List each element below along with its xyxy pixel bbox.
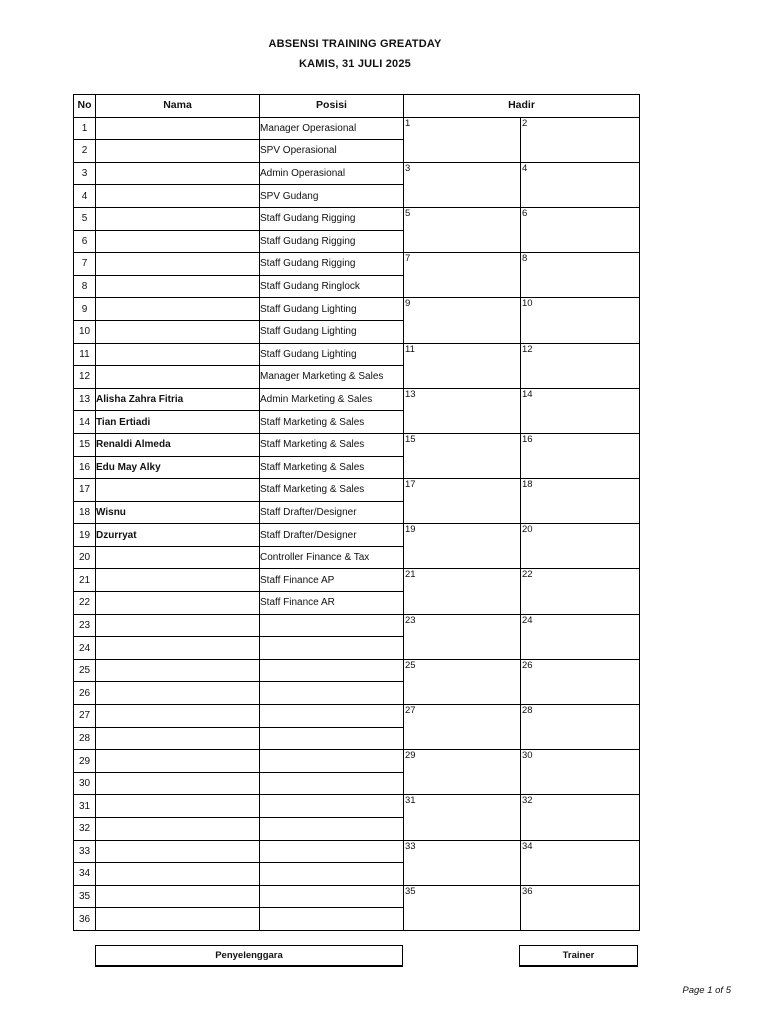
table-row <box>74 162 640 185</box>
nama-cell <box>96 140 260 163</box>
nama-cell <box>96 592 260 615</box>
posisi-cell <box>260 614 404 637</box>
row-number: 16 <box>74 456 96 479</box>
hadir-signature-cell: 4 <box>521 162 640 207</box>
row-number: 31 <box>74 795 96 818</box>
row-number: 21 <box>74 569 96 592</box>
nama-cell <box>96 727 260 750</box>
posisi-cell <box>260 863 404 886</box>
nama-cell: Renaldi Almeda <box>96 433 260 456</box>
posisi-cell: Staff Marketing & Sales <box>260 433 404 456</box>
posisi-cell: Staff Finance AP <box>260 569 404 592</box>
row-number: 33 <box>74 840 96 863</box>
nama-cell <box>96 908 260 931</box>
header-posisi: Posisi <box>260 95 404 118</box>
hadir-signature-cell: 30 <box>521 750 640 795</box>
nama-cell <box>96 569 260 592</box>
posisi-cell <box>260 908 404 931</box>
nama-cell <box>96 479 260 502</box>
nama-cell <box>96 546 260 569</box>
nama-cell: Dzurryat <box>96 524 260 547</box>
table-row <box>74 479 640 502</box>
posisi-cell <box>260 727 404 750</box>
page-number: Page 1 of 5 <box>682 985 731 996</box>
nama-cell: Wisnu <box>96 501 260 524</box>
row-number: 6 <box>74 230 96 253</box>
row-number: 1 <box>74 117 96 140</box>
nama-cell <box>96 366 260 389</box>
document-date: KAMIS, 31 JULI 2025 <box>298 58 411 70</box>
row-number: 36 <box>74 908 96 931</box>
nama-cell <box>96 885 260 908</box>
penyelenggara-signature-box <box>95 945 403 966</box>
posisi-cell: SPV Gudang <box>260 185 404 208</box>
hadir-signature-cell: 3 <box>404 162 521 207</box>
hadir-signature-cell: 13 <box>404 388 521 433</box>
posisi-cell: Staff Gudang Rigging <box>260 253 404 276</box>
header-nama: Nama <box>96 95 260 118</box>
posisi-cell: Staff Gudang Rigging <box>260 230 404 253</box>
table-row <box>74 659 640 682</box>
posisi-cell: Staff Marketing & Sales <box>260 411 404 434</box>
hadir-signature-cell: 14 <box>521 388 640 433</box>
row-number: 2 <box>74 140 96 163</box>
posisi-cell: Staff Finance AR <box>260 592 404 615</box>
hadir-signature-cell: 36 <box>521 885 640 930</box>
row-number: 26 <box>74 682 96 705</box>
hadir-signature-cell: 31 <box>404 795 521 840</box>
row-number: 22 <box>74 592 96 615</box>
row-number: 7 <box>74 253 96 276</box>
penyelenggara-label: Penyelenggara <box>215 950 283 961</box>
nama-cell <box>96 795 260 818</box>
trainer-label: Trainer <box>562 950 595 961</box>
row-number: 12 <box>74 366 96 389</box>
nama-cell <box>96 818 260 841</box>
posisi-cell: Admin Marketing & Sales <box>260 388 404 411</box>
hadir-signature-cell: 18 <box>521 479 640 524</box>
table-row <box>74 343 640 366</box>
row-number: 24 <box>74 637 96 660</box>
nama-cell <box>96 320 260 343</box>
header-no: No <box>74 95 96 118</box>
table-row <box>74 388 640 411</box>
hadir-signature-cell: 9 <box>404 298 521 343</box>
posisi-cell <box>260 818 404 841</box>
row-number: 10 <box>74 320 96 343</box>
table-row <box>74 705 640 728</box>
nama-cell: Tian Ertiadi <box>96 411 260 434</box>
nama-cell <box>96 230 260 253</box>
hadir-signature-cell: 29 <box>404 750 521 795</box>
nama-cell <box>96 705 260 728</box>
row-number: 30 <box>74 772 96 795</box>
row-number: 18 <box>74 501 96 524</box>
nama-cell <box>96 207 260 230</box>
table-row <box>74 614 640 637</box>
row-number: 13 <box>74 388 96 411</box>
table-header-row <box>74 95 640 118</box>
table-row <box>74 117 640 140</box>
hadir-signature-cell: 33 <box>404 840 521 885</box>
posisi-cell <box>260 795 404 818</box>
posisi-cell: Admin Operasional <box>260 162 404 185</box>
row-number: 15 <box>74 433 96 456</box>
nama-cell <box>96 298 260 321</box>
hadir-signature-cell: 21 <box>404 569 521 614</box>
hadir-signature-cell: 19 <box>404 524 521 569</box>
hadir-signature-cell: 22 <box>521 569 640 614</box>
row-number: 17 <box>74 479 96 502</box>
table-row <box>74 253 640 276</box>
hadir-signature-cell: 28 <box>521 705 640 750</box>
row-number: 3 <box>74 162 96 185</box>
nama-cell <box>96 162 260 185</box>
row-number: 5 <box>74 207 96 230</box>
posisi-cell <box>260 885 404 908</box>
posisi-cell: Manager Marketing & Sales <box>260 366 404 389</box>
hadir-signature-cell: 7 <box>404 253 521 298</box>
posisi-cell: Staff Gudang Lighting <box>260 298 404 321</box>
row-number: 8 <box>74 275 96 298</box>
table-row <box>74 524 640 547</box>
hadir-signature-cell: 32 <box>521 795 640 840</box>
nama-cell <box>96 275 260 298</box>
hadir-signature-cell: 20 <box>521 524 640 569</box>
row-number: 35 <box>74 885 96 908</box>
nama-cell <box>96 253 260 276</box>
nama-cell <box>96 863 260 886</box>
hadir-signature-cell: 24 <box>521 614 640 659</box>
table-row <box>74 207 640 230</box>
nama-cell: Edu May Alky <box>96 456 260 479</box>
row-number: 20 <box>74 546 96 569</box>
posisi-cell: Staff Drafter/Designer <box>260 501 404 524</box>
posisi-cell <box>260 705 404 728</box>
posisi-cell: Staff Marketing & Sales <box>260 479 404 502</box>
row-number: 19 <box>74 524 96 547</box>
posisi-cell <box>260 772 404 795</box>
hadir-signature-cell: 25 <box>404 659 521 704</box>
header-hadir: Hadir <box>404 95 640 118</box>
nama-cell <box>96 840 260 863</box>
nama-cell: Alisha Zahra Fitria <box>96 388 260 411</box>
row-number: 27 <box>74 705 96 728</box>
row-number: 23 <box>74 614 96 637</box>
posisi-cell: Staff Gudang Lighting <box>260 320 404 343</box>
table-row <box>74 569 640 592</box>
row-number: 9 <box>74 298 96 321</box>
hadir-signature-cell: 17 <box>404 479 521 524</box>
nama-cell <box>96 682 260 705</box>
hadir-signature-cell: 23 <box>404 614 521 659</box>
hadir-signature-cell: 8 <box>521 253 640 298</box>
row-number: 14 <box>74 411 96 434</box>
nama-cell <box>96 185 260 208</box>
trainer-signature-box <box>519 945 638 966</box>
posisi-cell <box>260 750 404 773</box>
posisi-cell <box>260 659 404 682</box>
row-number: 25 <box>74 659 96 682</box>
hadir-signature-cell: 6 <box>521 207 640 252</box>
row-number: 29 <box>74 750 96 773</box>
table-row <box>74 433 640 456</box>
row-number: 28 <box>74 727 96 750</box>
table-row <box>74 795 640 818</box>
row-number: 32 <box>74 818 96 841</box>
posisi-cell: Staff Drafter/Designer <box>260 524 404 547</box>
posisi-cell: Staff Gudang Rigging <box>260 207 404 230</box>
posisi-cell: Staff Gudang Lighting <box>260 343 404 366</box>
nama-cell <box>96 750 260 773</box>
nama-cell <box>96 772 260 795</box>
posisi-cell: Staff Gudang Ringlock <box>260 275 404 298</box>
posisi-cell <box>260 840 404 863</box>
hadir-signature-cell: 10 <box>521 298 640 343</box>
attendance-table <box>73 94 640 931</box>
row-number: 11 <box>74 343 96 366</box>
hadir-signature-cell: 1 <box>404 117 521 162</box>
hadir-signature-cell: 15 <box>404 433 521 478</box>
nama-cell <box>96 117 260 140</box>
table-row <box>74 298 640 321</box>
posisi-cell <box>260 637 404 660</box>
nama-cell <box>96 343 260 366</box>
posisi-cell: Manager Operasional <box>260 117 404 140</box>
posisi-cell: SPV Operasional <box>260 140 404 163</box>
nama-cell <box>96 637 260 660</box>
row-number: 4 <box>74 185 96 208</box>
table-row <box>74 750 640 773</box>
posisi-cell <box>260 682 404 705</box>
table-row <box>74 885 640 908</box>
nama-cell <box>96 659 260 682</box>
table-row <box>74 840 640 863</box>
hadir-signature-cell: 35 <box>404 885 521 930</box>
nama-cell <box>96 614 260 637</box>
hadir-signature-cell: 26 <box>521 659 640 704</box>
hadir-signature-cell: 27 <box>404 705 521 750</box>
hadir-signature-cell: 2 <box>521 117 640 162</box>
row-number: 34 <box>74 863 96 886</box>
hadir-signature-cell: 12 <box>521 343 640 388</box>
hadir-signature-cell: 5 <box>404 207 521 252</box>
posisi-cell: Controller Finance & Tax <box>260 546 404 569</box>
hadir-signature-cell: 11 <box>404 343 521 388</box>
hadir-signature-cell: 34 <box>521 840 640 885</box>
posisi-cell: Staff Marketing & Sales <box>260 456 404 479</box>
hadir-signature-cell: 16 <box>521 433 640 478</box>
document-title: ABSENSI TRAINING GREATDAY <box>268 38 442 50</box>
